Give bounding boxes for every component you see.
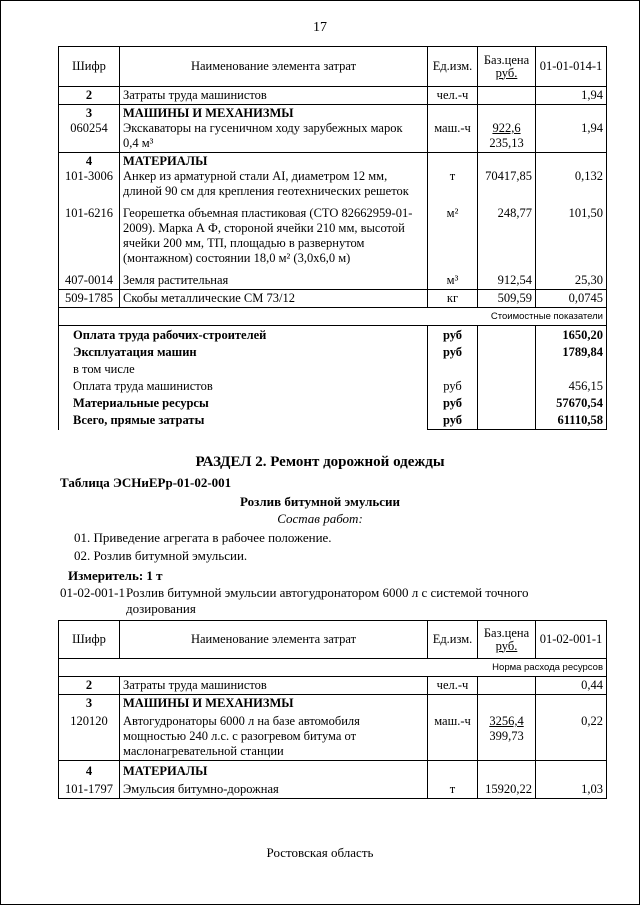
header-name: Наименование элемента затрат [120,621,428,659]
work-step-2: 02. Розлив битумной эмульсии. [74,548,248,563]
item-name-line: Анкер из арматурной стали AI, диаметром 12 мм, [123,169,388,183]
header-price-line2: руб. [495,65,518,80]
row-code: 2 [59,87,120,105]
table-row [59,267,607,290]
item-value: 0,22 [581,714,603,728]
row-price [478,105,536,153]
item-price-2: 399,73 [489,729,524,743]
header-price [478,621,536,659]
row-name: Затраты труда машинистов [120,87,428,105]
row-code: 101-6216 [59,200,120,267]
summary-materials-label: Материальные ресурсы [73,396,209,410]
row-price: 248,77 [478,200,536,267]
item-name-line: мощностью 240 л.с. с разогревом битума от [123,729,357,743]
item-code: 060254 [70,121,108,135]
meter-label: Измеритель: 1 т [68,568,163,583]
row-unit [428,105,478,153]
row-value [536,695,607,761]
summary-values [536,326,607,430]
item-value: 1,94 [581,121,603,135]
row-value [536,153,607,201]
item-price-1: 3256,4 [489,714,524,728]
header-price-line1: Баз.цена [483,625,530,640]
item-code: 101-3006 [65,169,113,183]
row-code [59,761,120,799]
item-unit: маш.-ч [434,121,471,135]
row-name [120,695,428,761]
row-code: 407-0014 [59,267,120,290]
summary-machines-label: Эксплуатация машин [73,345,197,359]
row-code [59,153,120,201]
composition-label: Состав работ: [277,511,363,526]
row-code [59,695,120,761]
row-price [478,677,536,695]
summary-units [428,326,478,430]
summary-materials-value: 57670,54 [556,396,603,410]
row-price: 912,54 [478,267,536,290]
table-header-row [59,47,607,87]
group-title: МАШИНЫ И МЕХАНИЗМЫ [123,696,294,710]
norm-note: Норма расхода ресурсов [59,659,607,677]
row-value [536,105,607,153]
summary-empty [478,326,536,430]
row-name [120,153,428,201]
item-unit: т [449,782,456,796]
row-unit: чел.-ч [428,677,478,695]
row-name [120,761,428,799]
row-unit [428,153,478,201]
row-unit: кг [428,290,478,308]
row-code: 509-1785 [59,290,120,308]
header-unit: Ед.изм. [428,621,478,659]
table-row [59,290,607,308]
summary-workers-value: 1650,20 [562,328,603,342]
norm-code: 01-02-001-1 [60,585,125,600]
group-title: МАШИНЫ И МЕХАНИЗМЫ [123,106,294,120]
row-code [59,105,120,153]
row-name: Скобы металлические СМ 73/12 [120,290,428,308]
group-code: 4 [85,154,93,168]
table-row [59,153,607,201]
work-step-1: 01. Приведение агрегата в рабочее положение. [74,530,332,545]
item-code: 120120 [70,714,108,728]
table-row [59,761,607,799]
row-name: Земля растительная [120,267,428,290]
summary-note-row [59,308,607,326]
item-name-line: Автогудронаторы 6000 л на базе автомобиля [123,714,360,728]
summary-machines-unit: руб [442,345,463,359]
item-name-line: маслонагревательной станции [123,744,284,758]
summary-total-label: Всего, прямые затраты [73,413,205,427]
summary-total-value: 61110,58 [557,413,603,427]
table-header-row [59,621,607,659]
row-value: 0,44 [536,677,607,695]
item-unit: т [449,169,456,183]
row-unit [428,761,478,799]
item-name-line: (монтажном) состоянии 18,0 м² (3,0х6,0 м) [123,251,351,265]
group-title: МАТЕРИАЛЫ [123,154,208,168]
summary-operators-label: Оплата труда машинистов [73,379,213,393]
norm-note-row [59,659,607,677]
row-unit: м² [428,200,478,267]
row-value: 101,50 [536,200,607,267]
item-name-line: 0,4 м³ [123,136,154,150]
row-value: 0,0745 [536,290,607,308]
header-norm: 01-01-014-1 [536,47,607,87]
item-price-1: 922,6 [492,121,521,135]
page-footer: Ростовская область [266,845,374,860]
work-title: Розлив битумной эмульсии [240,494,400,509]
header-code: Шифр [59,47,120,87]
item-code: 101-1797 [65,782,113,796]
summary-workers-unit: руб [442,328,463,342]
item-price: 15920,22 [485,782,532,796]
row-unit: чел.-ч [428,87,478,105]
row-price [478,695,536,761]
row-value: 25,30 [536,267,607,290]
item-value: 0,132 [574,169,603,183]
item-value: 1,03 [581,782,603,796]
item-name-line: Георешетка объемная пластиковая (СТО 82662959-01- [123,206,413,220]
row-name [120,200,428,267]
header-code: Шифр [59,621,120,659]
item-name-line: Эмульсия битумно-дорожная [123,782,279,796]
summary-note: Стоимостные показатели [59,308,607,326]
item-name-line: 2009). Марка А Ф, стороной ячейки 210 мм, высотой [123,221,405,235]
cost-table-2 [58,620,607,799]
item-unit: маш.-ч [434,714,471,728]
row-name: Затраты труда машинистов [120,677,428,695]
table-row [59,677,607,695]
summary-row [59,326,607,430]
norm-description: Розлив битумной эмульсии автогудронатором 6000 л с системой точного дозирования [126,585,529,616]
row-code: 2 [59,677,120,695]
summary-total-unit: руб [442,413,463,427]
section-title: РАЗДЕЛ 2. Ремонт дорожной одежды [195,454,445,470]
table-name: Таблица ЭСНиЕРр-01-02-001 [60,475,232,490]
summary-machines-value: 1789,84 [562,345,603,359]
item-price-2: 235,13 [489,136,524,150]
row-value [536,761,607,799]
row-unit [428,695,478,761]
row-price: 509,59 [478,290,536,308]
row-price [478,153,536,201]
item-name-line: длиной 90 см для крепления геотехнических решеток [123,184,409,198]
header-unit: Ед.изм. [428,47,478,87]
summary-materials-unit: руб [442,396,463,410]
row-name [120,105,428,153]
summary-workers-label: Оплата труда рабочих-строителей [73,328,267,342]
cost-table-1 [58,46,607,430]
table-row [59,695,607,761]
summary-operators-unit: руб [443,379,462,393]
header-norm: 01-02-001-1 [536,621,607,659]
row-value: 1,94 [536,87,607,105]
item-name-line: Экскаваторы на гусеничном ходу зарубежных марок [123,121,403,135]
table-row [59,105,607,153]
table-row [59,200,607,267]
header-name: Наименование элемента затрат [120,47,428,87]
group-title: МАТЕРИАЛЫ [123,764,208,778]
header-price [478,47,536,87]
group-code: 3 [85,106,93,120]
row-price [478,87,536,105]
group-code: 3 [85,696,93,710]
summary-including-label: в том числе [73,362,135,376]
summary-operators-value: 456,15 [568,379,603,393]
row-unit: м³ [428,267,478,290]
item-price: 70417,85 [485,169,532,183]
row-price [478,761,536,799]
table-row [59,87,607,105]
page-number: 17 [313,20,327,35]
item-name-line: ячейки 200 мм, ТП, площадью в развернутом [123,236,365,250]
summary-labels [59,326,428,430]
header-price-line1: Баз.цена [483,52,530,67]
group-code: 4 [85,764,93,778]
header-price-line2: руб. [495,638,518,653]
